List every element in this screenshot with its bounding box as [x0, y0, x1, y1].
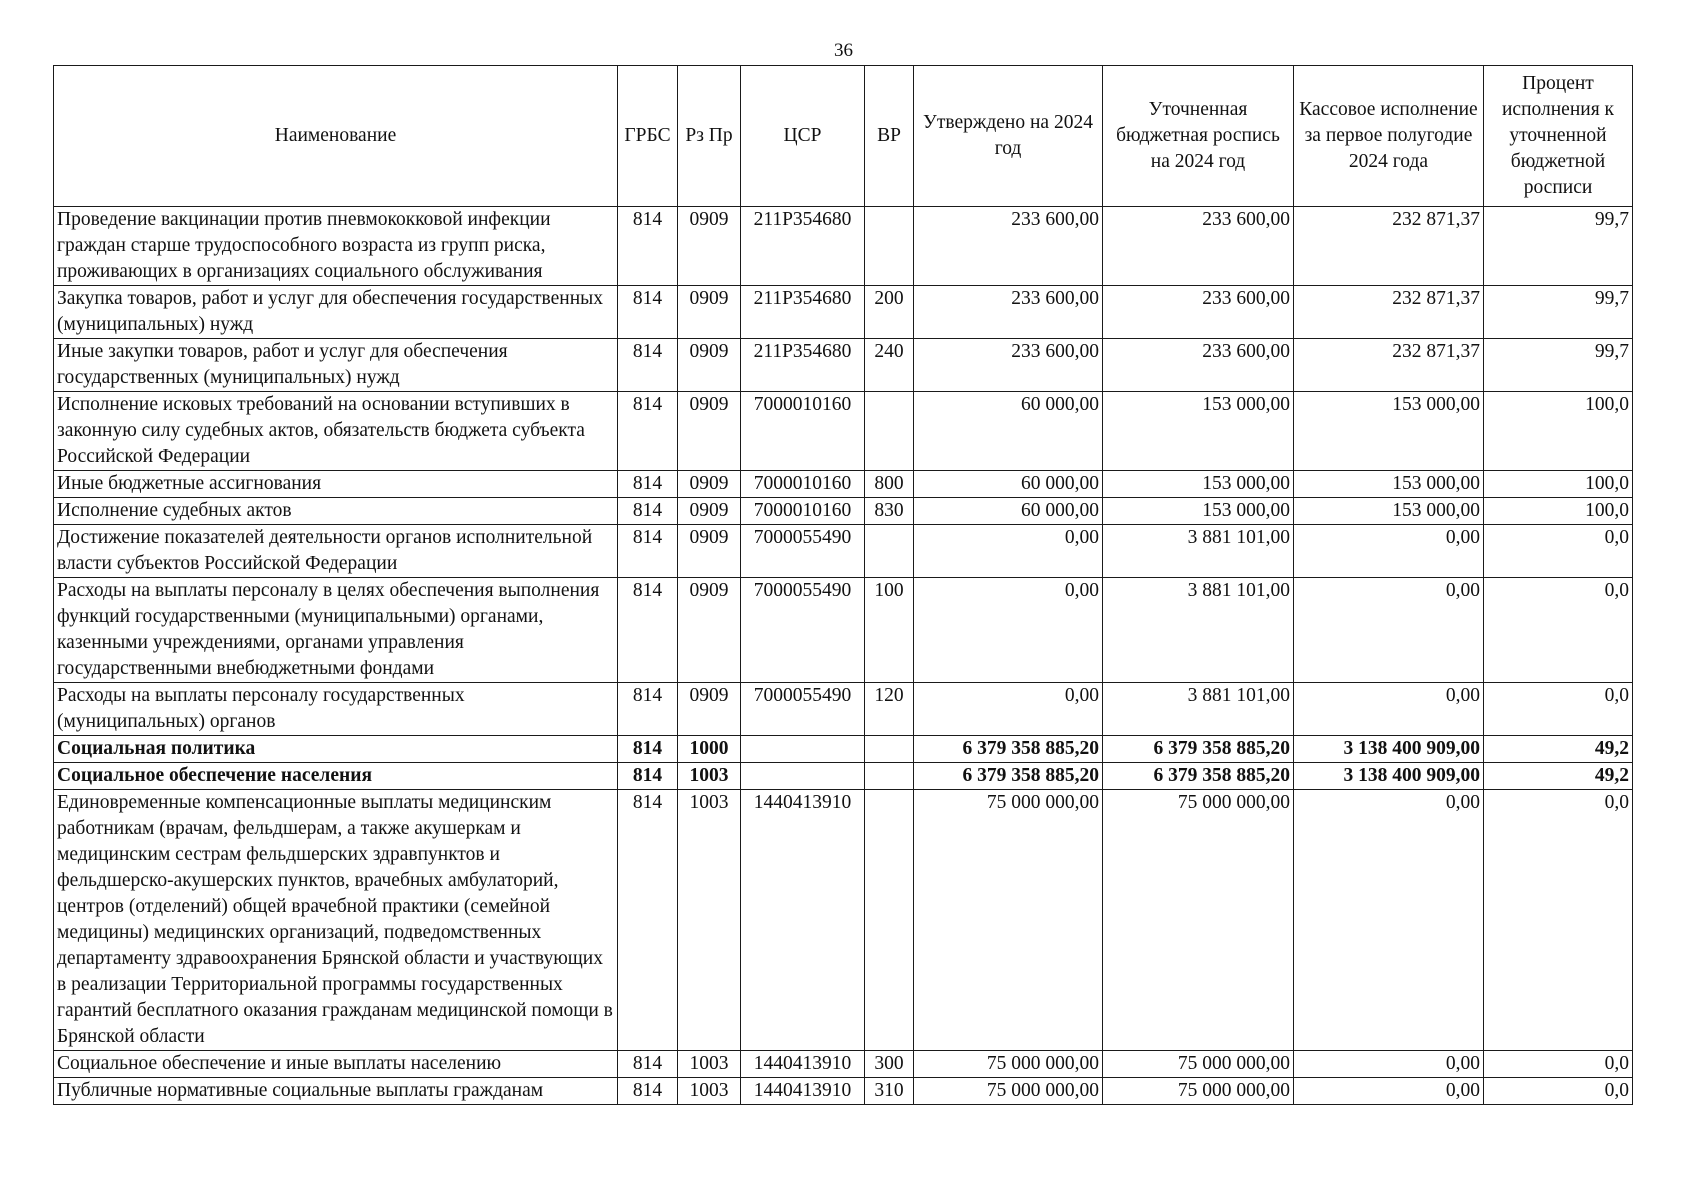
cell-name: Расходы на выплаты персоналу в целях обеспечения выполнения функций государственными (муниципальными) органами, казенными учреждениями, органами управления государственными внебюджетными фондами: [54, 578, 618, 683]
cell-grbs: 814: [618, 207, 678, 286]
cell-approved: 60 000,00: [914, 498, 1103, 525]
cell-rzpr: 1000: [678, 736, 741, 763]
table-row: [54, 471, 1633, 498]
cell-refined: 75 000 000,00: [1103, 790, 1294, 1051]
cell-percent: 99,7: [1484, 339, 1633, 392]
cell-grbs: 814: [618, 763, 678, 790]
cell-cash: 0,00: [1294, 683, 1484, 736]
cell-refined: 153 000,00: [1103, 498, 1294, 525]
cell-vr: [865, 763, 914, 790]
header-approved: Утверждено на 2024 год: [914, 66, 1103, 207]
cell-percent: 100,0: [1484, 498, 1633, 525]
cell-percent: 0,0: [1484, 790, 1633, 1051]
cell-name: Исполнение судебных актов: [54, 498, 618, 525]
cell-name: Закупка товаров, работ и услуг для обеспечения государственных (муниципальных) нужд: [54, 286, 618, 339]
cell-grbs: 814: [618, 790, 678, 1051]
cell-rzpr: 1003: [678, 1051, 741, 1078]
cell-csr: 211P354680: [741, 339, 865, 392]
table-body: [54, 207, 1633, 1105]
cell-csr: 1440413910: [741, 1078, 865, 1105]
cell-grbs: 814: [618, 498, 678, 525]
table-row: [54, 763, 1633, 790]
cell-csr: 7000055490: [741, 683, 865, 736]
cell-cash: 3 138 400 909,00: [1294, 736, 1484, 763]
cell-name: Проведение вакцинации против пневмококковой инфекции граждан старше трудоспособного возраста из групп риска, проживающих в организациях социального обслуживания: [54, 207, 618, 286]
cell-grbs: 814: [618, 525, 678, 578]
cell-name: Исполнение исковых требований на основании вступивших в законную силу судебных актов, обязательств бюджета субъекта Российской Федерации: [54, 392, 618, 471]
cell-cash: 0,00: [1294, 790, 1484, 1051]
cell-vr: 830: [865, 498, 914, 525]
cell-vr: [865, 736, 914, 763]
header-percent: Процент исполнения к уточненной бюджетной росписи: [1484, 66, 1633, 207]
cell-vr: 310: [865, 1078, 914, 1105]
cell-rzpr: 0909: [678, 578, 741, 683]
cell-csr: 7000055490: [741, 525, 865, 578]
cell-grbs: 814: [618, 736, 678, 763]
cell-csr: 1440413910: [741, 1051, 865, 1078]
cell-cash: 232 871,37: [1294, 286, 1484, 339]
cell-name: Иные бюджетные ассигнования: [54, 471, 618, 498]
cell-csr: [741, 763, 865, 790]
cell-name: Публичные нормативные социальные выплаты гражданам: [54, 1078, 618, 1105]
cell-grbs: 814: [618, 1051, 678, 1078]
cell-approved: 0,00: [914, 525, 1103, 578]
table-row: [54, 736, 1633, 763]
cell-name: Социальное обеспечение населения: [54, 763, 618, 790]
header-name: Наименование: [54, 66, 618, 207]
cell-vr: 800: [865, 471, 914, 498]
cell-csr: 7000010160: [741, 471, 865, 498]
cell-vr: 300: [865, 1051, 914, 1078]
cell-vr: 240: [865, 339, 914, 392]
cell-name: Достижение показателей деятельности органов исполнительной власти субъектов Российской Федерации: [54, 525, 618, 578]
cell-approved: 75 000 000,00: [914, 790, 1103, 1051]
cell-cash: 153 000,00: [1294, 471, 1484, 498]
cell-vr: [865, 790, 914, 1051]
cell-cash: 3 138 400 909,00: [1294, 763, 1484, 790]
table-row: [54, 525, 1633, 578]
cell-rzpr: 0909: [678, 339, 741, 392]
cell-vr: 100: [865, 578, 914, 683]
cell-grbs: 814: [618, 578, 678, 683]
cell-cash: 0,00: [1294, 1078, 1484, 1105]
cell-rzpr: 1003: [678, 790, 741, 1051]
header-vr: ВР: [865, 66, 914, 207]
cell-percent: 100,0: [1484, 392, 1633, 471]
cell-refined: 75 000 000,00: [1103, 1078, 1294, 1105]
cell-name: Иные закупки товаров, работ и услуг для обеспечения государственных (муниципальных) нужд: [54, 339, 618, 392]
cell-refined: 233 600,00: [1103, 207, 1294, 286]
cell-csr: 7000010160: [741, 392, 865, 471]
table-row: [54, 790, 1633, 1051]
budget-table: [53, 65, 1633, 1105]
cell-rzpr: 0909: [678, 683, 741, 736]
cell-name: Социальная политика: [54, 736, 618, 763]
cell-percent: 49,2: [1484, 736, 1633, 763]
cell-percent: 0,0: [1484, 1078, 1633, 1105]
cell-cash: 0,00: [1294, 525, 1484, 578]
cell-vr: 120: [865, 683, 914, 736]
cell-vr: 200: [865, 286, 914, 339]
cell-grbs: 814: [618, 1078, 678, 1105]
header-rzpr: Рз Пр: [678, 66, 741, 207]
cell-rzpr: 0909: [678, 498, 741, 525]
cell-rzpr: 0909: [678, 392, 741, 471]
header-refined: Уточненная бюджетная роспись на 2024 год: [1103, 66, 1294, 207]
cell-approved: 75 000 000,00: [914, 1051, 1103, 1078]
cell-grbs: 814: [618, 471, 678, 498]
cell-vr: [865, 392, 914, 471]
cell-rzpr: 1003: [678, 763, 741, 790]
cell-percent: 0,0: [1484, 1051, 1633, 1078]
cell-name: Расходы на выплаты персоналу государственных (муниципальных) органов: [54, 683, 618, 736]
cell-name: Социальное обеспечение и иные выплаты населению: [54, 1051, 618, 1078]
cell-rzpr: 1003: [678, 1078, 741, 1105]
table-row: [54, 683, 1633, 736]
cell-cash: 232 871,37: [1294, 207, 1484, 286]
cell-refined: 3 881 101,00: [1103, 525, 1294, 578]
cell-name: Единовременные компенсационные выплаты медицинским работникам (врачам, фельдшерам, а также акушеркам и медицинским сестрам фельдшерских здравпунктов и фельдшерско-акушерских пунктов, врачебных амбулаторий, центров (отделений) общей врачебной практики (семейной медицины) медицинских организаций, подведомственных департаменту здравоохранения Брянской области и участвующих в реализации Территориальной программы государственных гарантий бесплатного оказания гражданам медицинской помощи в Брянской области: [54, 790, 618, 1051]
cell-approved: 0,00: [914, 578, 1103, 683]
cell-rzpr: 0909: [678, 471, 741, 498]
table-row: [54, 207, 1633, 286]
cell-percent: 0,0: [1484, 578, 1633, 683]
table-header-row: [54, 66, 1633, 207]
cell-percent: 100,0: [1484, 471, 1633, 498]
table-row: [54, 498, 1633, 525]
cell-refined: 75 000 000,00: [1103, 1051, 1294, 1078]
cell-grbs: 814: [618, 683, 678, 736]
cell-refined: 153 000,00: [1103, 392, 1294, 471]
table-row: [54, 578, 1633, 683]
table-row: [54, 339, 1633, 392]
cell-csr: 1440413910: [741, 790, 865, 1051]
cell-percent: 99,7: [1484, 286, 1633, 339]
cell-approved: 60 000,00: [914, 392, 1103, 471]
cell-cash: 232 871,37: [1294, 339, 1484, 392]
cell-cash: 153 000,00: [1294, 498, 1484, 525]
cell-refined: 233 600,00: [1103, 286, 1294, 339]
cell-refined: 6 379 358 885,20: [1103, 736, 1294, 763]
cell-cash: 0,00: [1294, 1051, 1484, 1078]
cell-vr: [865, 525, 914, 578]
cell-percent: 49,2: [1484, 763, 1633, 790]
header-cash: Кассовое исполнение за первое полугодие 2024 года: [1294, 66, 1484, 207]
cell-cash: 153 000,00: [1294, 392, 1484, 471]
cell-refined: 233 600,00: [1103, 339, 1294, 392]
cell-cash: 0,00: [1294, 578, 1484, 683]
cell-csr: 7000055490: [741, 578, 865, 683]
cell-grbs: 814: [618, 392, 678, 471]
cell-approved: 233 600,00: [914, 286, 1103, 339]
cell-approved: 6 379 358 885,20: [914, 763, 1103, 790]
page-number: 36: [834, 40, 853, 61]
cell-percent: 0,0: [1484, 525, 1633, 578]
table-row: [54, 392, 1633, 471]
cell-refined: 153 000,00: [1103, 471, 1294, 498]
cell-csr: 211P354680: [741, 207, 865, 286]
cell-approved: 60 000,00: [914, 471, 1103, 498]
cell-approved: 75 000 000,00: [914, 1078, 1103, 1105]
table-row: [54, 1051, 1633, 1078]
cell-rzpr: 0909: [678, 207, 741, 286]
table-row: [54, 1078, 1633, 1105]
header-grbs: ГРБС: [618, 66, 678, 207]
cell-rzpr: 0909: [678, 525, 741, 578]
cell-csr: 7000010160: [741, 498, 865, 525]
cell-percent: 0,0: [1484, 683, 1633, 736]
cell-rzpr: 0909: [678, 286, 741, 339]
cell-refined: 3 881 101,00: [1103, 683, 1294, 736]
cell-approved: 6 379 358 885,20: [914, 736, 1103, 763]
cell-percent: 99,7: [1484, 207, 1633, 286]
cell-grbs: 814: [618, 286, 678, 339]
cell-refined: 3 881 101,00: [1103, 578, 1294, 683]
header-csr: ЦСР: [741, 66, 865, 207]
cell-csr: [741, 736, 865, 763]
table-row: [54, 286, 1633, 339]
cell-approved: 0,00: [914, 683, 1103, 736]
cell-approved: 233 600,00: [914, 207, 1103, 286]
cell-grbs: 814: [618, 339, 678, 392]
cell-vr: [865, 207, 914, 286]
cell-approved: 233 600,00: [914, 339, 1103, 392]
cell-csr: 211P354680: [741, 286, 865, 339]
cell-refined: 6 379 358 885,20: [1103, 763, 1294, 790]
